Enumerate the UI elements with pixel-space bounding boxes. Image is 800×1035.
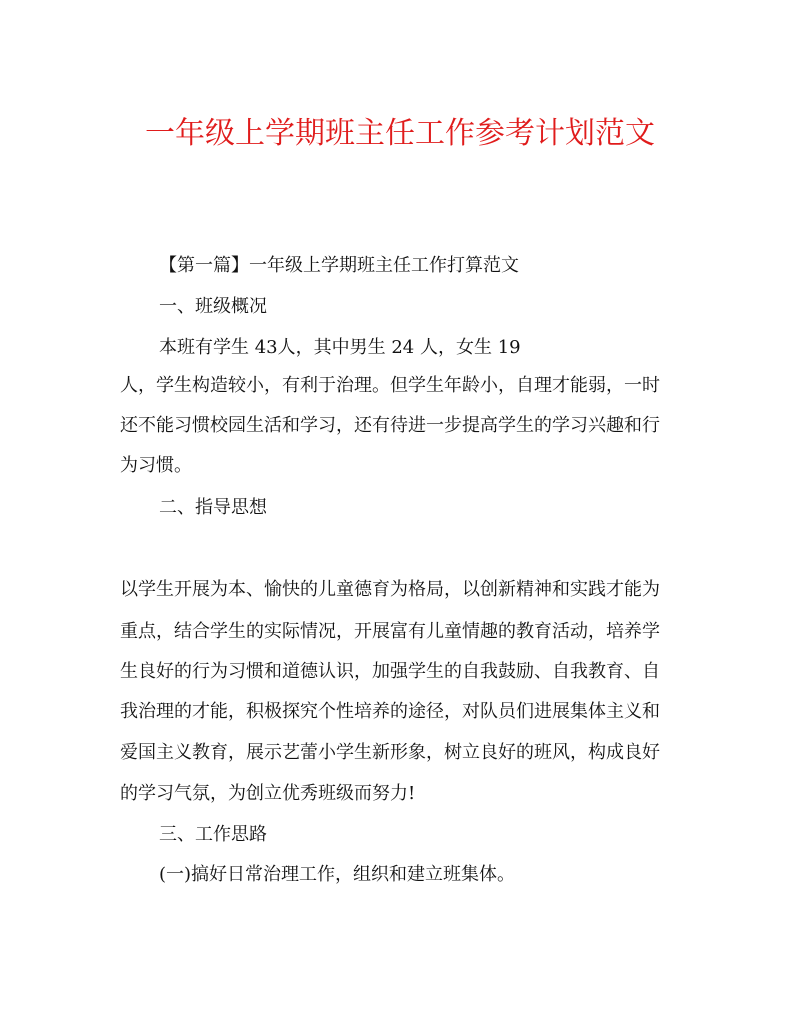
paragraph-line: 本班有学生 43人，其中男生 24 人，女生 19 (159, 337, 521, 358)
paragraph-line: 为习惯。 (120, 455, 192, 476)
document-title: 一年级上学期班主任工作参考计划范文 (145, 116, 655, 151)
heading-class-overview: 一、班级概况 (159, 296, 267, 317)
paragraph-line: 以学生开展为本、愉快的儿童德育为格局，以创新精神和实践才能为 (120, 579, 660, 600)
paragraph-line: 人，学生构造较小，有利于治理。但学生年龄小，自理才能弱，一时 (120, 375, 660, 396)
paragraph-line: 的学习气氛，为创立优秀班级而努力! (120, 783, 416, 804)
section-heading-first-article: 【第一篇】一年级上学期班主任工作打算范文 (159, 255, 519, 276)
paragraph-line: 还不能习惯校园生活和学习，还有待进一步提高学生的学习兴趣和行 (120, 415, 660, 436)
paragraph-line: 我治理的才能，积极探究个性培养的途径，对队员们进展集体主义和 (120, 701, 660, 722)
heading-guiding-ideology: 二、指导思想 (159, 497, 267, 518)
paragraph-line: 爱国主义教育，展示艺蕾小学生新形象，树立良好的班风，构成良好 (120, 742, 660, 763)
heading-work-approach: 三、工作思路 (159, 824, 267, 845)
subheading-daily-management: (一)搞好日常治理工作，组织和建立班集体。 (159, 864, 516, 885)
paragraph-line: 重点，结合学生的实际情况，开展富有儿童情趣的教育活动，培养学 (120, 621, 660, 642)
paragraph-line: 生良好的行为习惯和道德认识，加强学生的自我鼓励、自我教育、自 (120, 661, 660, 682)
